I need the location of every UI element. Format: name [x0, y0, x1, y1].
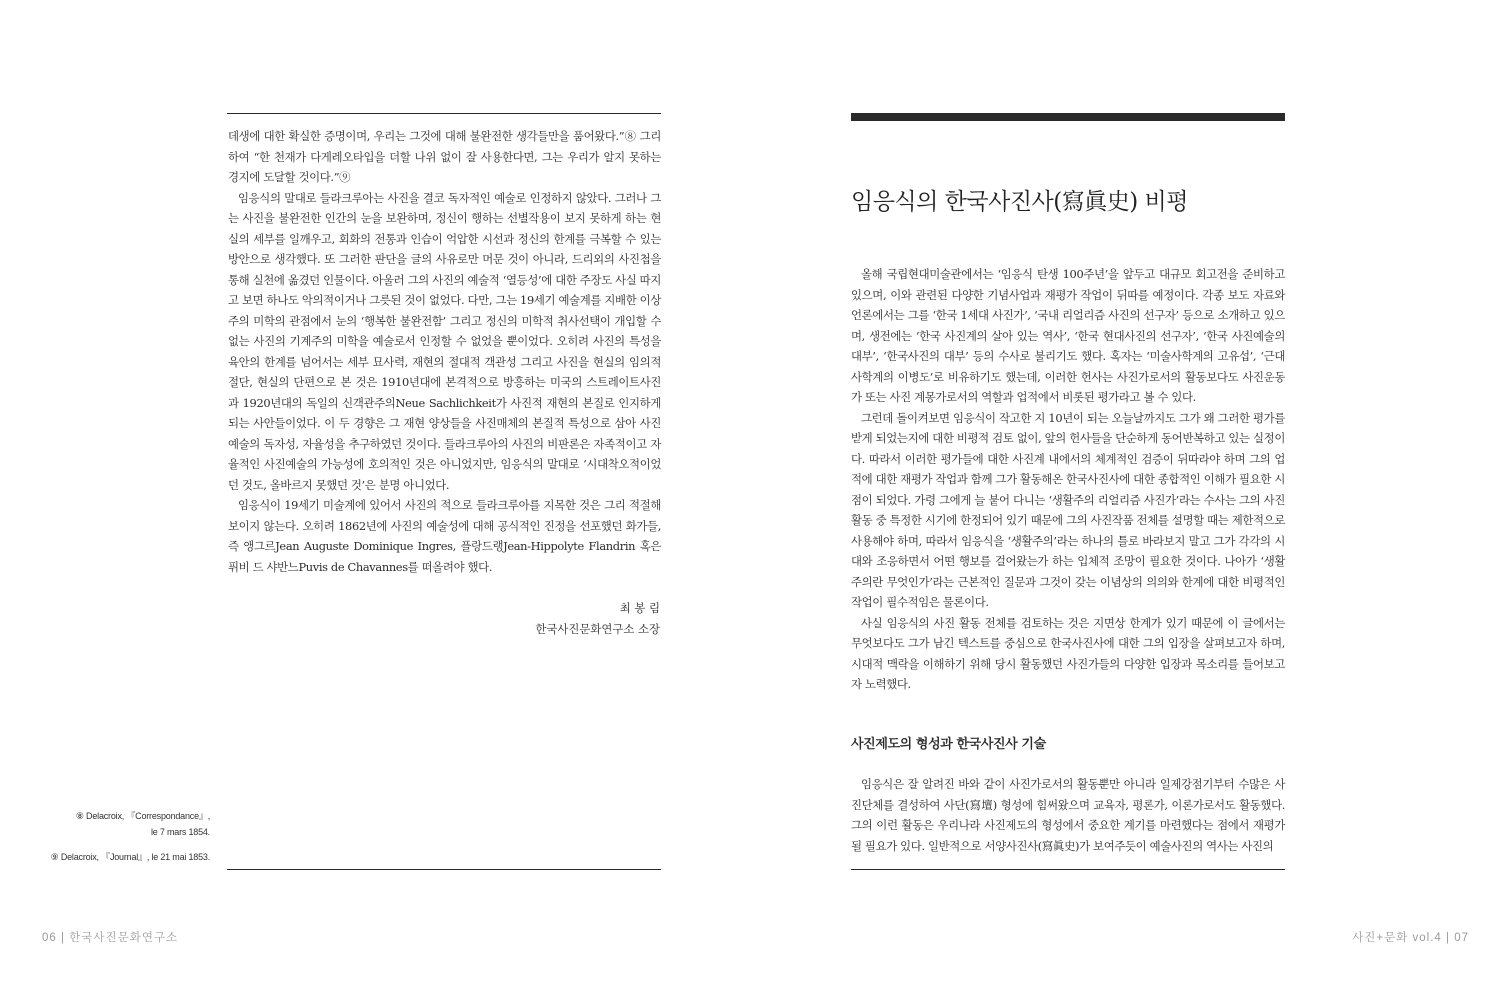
right-section-text — [851, 774, 1285, 856]
right-folio: 사진+문화 vol.4 | 07 — [1352, 932, 1469, 944]
section-paragraph-1: 임응식은 잘 알려진 바와 같이 사진가로서의 활동뿐만 아니라 일제강점기부터 수많은 사진단체를 결성하여 사단(寫壇) 형성에 힘써왔으며 교육자, 평론가, 이론가로서도 활동했다. 그의 이런 활동은 우리나라 사진제도의 형성에서 중요한 계기를 마련했다는 점에서 재평가될 필요가 있다. 일반적으로 서양사진사(寫眞史)가 보여주듯이 예술사진의 역사는 사진의 — [851, 777, 1285, 853]
author-name: 최 봉 림 — [619, 601, 660, 615]
right-paragraph-1: 올해 국립현대미술관에서는 ‘임응식 탄생 100주년’을 앞두고 대규모 회고전을 준비하고 있으며, 이와 관련된 다양한 기념사업과 재평가 작업이 뒤따를 예정이다. 각종 보도 자료와 언론에서는 그를 ‘한국 1세대 사진가’, ‘국내 리얼리즘 사진의 선구자’ 등으로 소개하고 있으며, 생전에는 ‘한국 사진계의 살아 있는 역사’, ‘한국 현대사진의 선구자’, ‘한국 사진예술의 대부’, ‘한국사진의 대부’ 등의 수사로 불리기도 했다. 혹자는 ‘미술사학계의 고유섭’, ‘근대사학계의 이병도’로 비유하기도 했는데, 이러한 헌사는 사진가로서의 활동보다도 사진운동가 또는 사진 계몽가로서의 역할과 업적에서 비롯된 평가라고 볼 수 있다. — [851, 267, 1285, 404]
author-signature — [535, 598, 660, 640]
article-title: 임응식의 한국사진사(寫眞史) 비평 — [851, 189, 1188, 215]
left-paragraph-1: 데생에 대한 확실한 증명이며, 우리는 그것에 대해 불완전한 생각들만을 품어왔다.”⑧ 그리하여 “한 천재가 다게레오타입을 더할 나위 없이 잘 사용한다면, 그는 우리가 알지 못하는 경지에 도달할 것이다.”⑨ — [228, 129, 661, 184]
section-heading: 사진제도의 형성과 한국사진사 기술 — [851, 737, 1046, 752]
left-bottom-rule — [227, 869, 661, 870]
left-paragraph-3: 임응식이 19세기 미술계에 있어서 사진의 적으로 들라크루아를 지목한 것은 그리 적절해 보이지 않는다. 오히려 1862년에 사진의 예술성에 대해 공식적인 진정을 선포했던 화가들, 즉 앵그르Jean Auguste Dominique Ingres, 플랑드랭Jean-Hippolyte Flandrin 혹은 퓌비 드 샤반느Puvis de Chavannes를 떠올려야 했다. — [228, 498, 661, 574]
left-top-rule — [227, 113, 661, 114]
footnote-9: ⑨ Delacroix, 『Journal』, le 21 mai 1853. — [50, 852, 210, 862]
footnotes — [30, 808, 210, 865]
right-top-rule — [851, 113, 1285, 121]
footnote-8: ⑧ Delacroix, 『Correspondance』, le 7 mars 1854. — [75, 811, 210, 837]
right-intro-text — [851, 264, 1285, 695]
right-paragraph-3: 사실 임응식의 사진 활동 전체를 검토하는 것은 지면상 한계가 있기 때문에 이 글에서는 무엇보다도 그가 남긴 텍스트를 중심으로 한국사진사에 대한 그의 입장을 살펴보고자 하며, 시대적 맥락을 이해하기 위해 당시 활동했던 사진가들의 다양한 입장과 목소리를 들어보고자 노력했다. — [851, 615, 1285, 691]
author-affiliation: 한국사진문화연구소 소장 — [535, 622, 660, 636]
left-paragraph-2: 임응식의 말대로 들라크루아는 사진을 결코 독자적인 예술로 인정하지 않았다. 그러나 그는 사진을 불완전한 인간의 눈을 보완하며, 정신이 행하는 선별작용이 보지 못하게 하는 현실의 세부를 일깨우고, 회화의 전통과 인습이 억압한 시선과 정신의 한계를 극복할 수 있는 방안으로 생각했다. 또 그러한 판단을 글의 사유로만 머문 것이 아니라, 드리외의 사진첩을 통해 실천에 옮겼던 인물이다. 아울러 그의 사진의 예술적 ‘열등성’에 대한 주장도 사실 따지고 보면 하나도 악의적이거나 그릇된 것이 없었다. 다만, 그는 19세기 예술계를 지배한 이상주의 미학의 관점에서 눈의 ‘행복한 불완전함’ 그리고 정신의 미학적 취사선택이 개입할 수 없는 사진의 기계주의 미학을 예술로서 인정할 수 없었을 뿐이었다. 오히려 사진의 특성을 육안의 한계를 넘어서는 세부 묘사력, 재현의 절대적 객관성 그리고 사진을 현실의 임의적 절단, 현실의 단편으로 본 것은 1910년대에 본격적으로 방흥하는 미국의 스트레이트사진과 1920년대의 독일의 신객관주의Neue Sachlichkeit가 사진적 재현의 본질로 인지하게 되는 사안들이었다. 이 두 경향은 그 재현 양상들을 사진매체의 본질적 특성으로 삼아 사진예술의 독자성, 자율성을 추구하였던 것이다. 들라크루아의 사진의 비판론은 자족적이고 자율적인 사진예술의 가능성에 호의적인 것은 아니었지만, 임응식의 말대로 ‘시대착오적이었던 것도, 올바르지 못했던 것’은 분명 아니었다. — [228, 190, 661, 492]
left-body-text — [228, 126, 661, 577]
right-paragraph-2: 그런데 돌이켜보면 임응식이 작고한 지 10년이 되는 오늘날까지도 그가 왜 그러한 평가를 받게 되었는지에 대한 비평적 검토 없이, 앞의 헌사들을 단순하게 동어반복하고 있는 실정이다. 따라서 이러한 평가들에 대한 사진계 내에서의 체계적인 검증이 뒤따라야 하며 그의 업적에 대한 재평가 작업과 함께 그가 활동해온 한국사진사에 대한 종합적인 이해가 필요한 시점이 되었다. 가령 그에게 늘 붙어 다니는 ‘생활주의 리얼리즘 사진가’라는 수사는 그의 사진 활동 중 특정한 시기에 한정되어 있기 때문에 그의 사진작품 전체를 설명할 때는 제한적으로 사용해야 하며, 따라서 임응식을 ‘생활주의’라는 하나의 틀로 바라보지 말고 그가 각각의 시대와 조응하면서 어떤 행보를 걸어왔는가 하는 입체적 조망이 필요한 것이다. 나아가 ‘생활주의란 무엇인가’라는 근본적인 질문과 그것이 갖는 이념상의 의의와 한계에 대한 비평적인 작업이 필수적임은 물론이다. — [851, 410, 1285, 609]
left-folio: 06 | 한국사진문화연구소 — [42, 932, 179, 944]
right-bottom-rule — [851, 869, 1285, 870]
